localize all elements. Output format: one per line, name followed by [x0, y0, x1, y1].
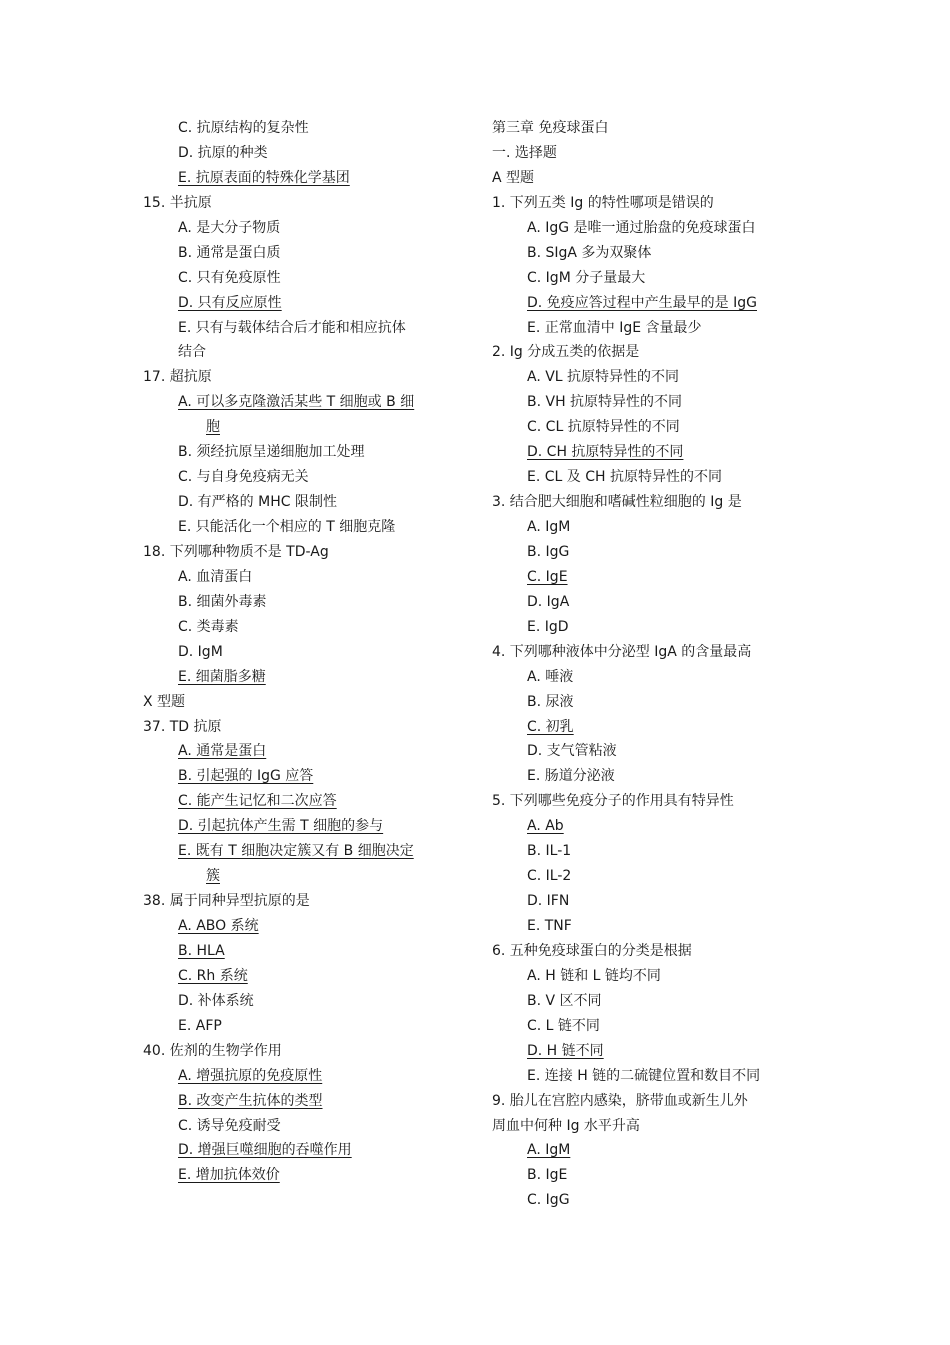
option-line — [492, 440, 822, 465]
option-line — [143, 116, 473, 141]
line-text: A. H 链和 L 链均不同 — [527, 967, 661, 984]
option-line — [143, 814, 473, 839]
question-line — [143, 889, 473, 914]
option-line — [492, 964, 822, 989]
option-line — [492, 540, 822, 565]
line-text: B. 须经抗原呈递细胞加工处理 — [178, 444, 365, 461]
line-text: C. Rh 系统 — [178, 967, 248, 984]
line-text: E. 细菌脂多糖 — [178, 668, 266, 685]
line-text: 6. 五种免疫球蛋白的分类是根据 — [492, 942, 692, 959]
question-line — [143, 191, 473, 216]
line-text: E. 只有与载体结合后才能和相应抗体 — [178, 319, 406, 336]
option-line — [492, 665, 822, 690]
continuation-line — [143, 864, 473, 889]
right-column — [492, 116, 822, 1213]
option-line — [143, 1064, 473, 1089]
line-text: D. 增强巨噬细胞的吞噬作用 — [178, 1142, 352, 1159]
option-line — [143, 166, 473, 191]
line-text: 1. 下列五类 Ig 的特性哪项是错误的 — [492, 194, 714, 211]
line-text: E. 抗原表面的特殊化学基团 — [178, 169, 350, 186]
option-line — [143, 1163, 473, 1188]
option-line — [143, 914, 473, 939]
option-line — [492, 1064, 822, 1089]
option-line — [143, 465, 473, 490]
option-line — [143, 939, 473, 964]
line-text: 40. 佐剂的生物学作用 — [143, 1042, 282, 1059]
line-text: E. CL 及 CH 抗原特异性的不同 — [527, 469, 722, 486]
question-line — [492, 789, 822, 814]
continuation-line — [143, 340, 473, 365]
option-line — [492, 515, 822, 540]
question-line — [492, 340, 822, 365]
line-text: A. 血清蛋白 — [178, 568, 253, 585]
option-line — [492, 914, 822, 939]
option-line — [492, 889, 822, 914]
option-line — [492, 266, 822, 291]
line-text: D. CH 抗原特异性的不同 — [527, 444, 684, 461]
option-line — [492, 839, 822, 864]
option-line — [492, 715, 822, 740]
line-text: B. V 区不同 — [527, 992, 602, 1009]
question-line — [492, 640, 822, 665]
option-line — [492, 764, 822, 789]
line-text: A. Ab — [527, 818, 564, 835]
option-line — [143, 764, 473, 789]
option-line — [492, 864, 822, 889]
question-line — [143, 540, 473, 565]
option-line — [492, 1039, 822, 1064]
line-text: C. 诱导免疫耐受 — [178, 1117, 281, 1134]
option-line — [143, 316, 473, 341]
option-line — [492, 1014, 822, 1039]
option-line — [143, 640, 473, 665]
line-text: D. IgA — [527, 593, 570, 610]
line-text: A. IgM — [527, 519, 571, 535]
line-text: E. 增加抗体效价 — [178, 1167, 280, 1184]
line-text: B. 引起强的 IgG 应答 — [178, 768, 314, 785]
line-text: 周血中何种 Ig 水平升高 — [492, 1117, 640, 1134]
line-text: D. IFN — [527, 893, 570, 910]
option-line — [492, 1163, 822, 1188]
option-line — [492, 690, 822, 715]
line-text: B. IgE — [527, 1167, 568, 1184]
option-line — [143, 1089, 473, 1114]
option-line — [143, 216, 473, 241]
question-line — [492, 490, 822, 515]
line-text: C. 抗原结构的复杂性 — [178, 120, 309, 136]
line-text: 第三章 免疫球蛋白 — [492, 120, 609, 136]
line-text: A. 增强抗原的免疫原性 — [178, 1067, 323, 1084]
line-text: D. 支气管粘液 — [527, 743, 617, 760]
option-line — [143, 665, 473, 690]
line-text: 17. 超抗原 — [143, 369, 212, 386]
option-line — [492, 739, 822, 764]
option-line — [143, 565, 473, 590]
option-line — [492, 316, 822, 341]
line-text: 4. 下列哪种液体中分泌型 IgA 的含量最高 — [492, 643, 752, 660]
line-text: E. 连接 H 链的二硫键位置和数目不同 — [527, 1067, 761, 1084]
line-text: B. 尿液 — [527, 693, 574, 710]
line-text: 18. 下列哪种物质不是 TD-Ag — [143, 543, 329, 560]
question-line — [143, 690, 473, 715]
line-text: C. 能产生记忆和二次应答 — [178, 793, 337, 810]
option-line — [143, 490, 473, 515]
line-text: D. IgM — [178, 643, 223, 660]
option-line — [143, 440, 473, 465]
option-line — [143, 789, 473, 814]
question-line — [143, 1039, 473, 1064]
line-text: B. HLA — [178, 942, 225, 959]
line-text: 5. 下列哪些免疫分子的作用具有特异性 — [492, 793, 734, 810]
line-text: C. 与自身免疫病无关 — [178, 469, 309, 486]
line-text: B. IL-1 — [527, 843, 572, 860]
question-line — [492, 1089, 822, 1114]
line-text: C. L 链不同 — [527, 1017, 600, 1034]
continuation-line — [143, 415, 473, 440]
option-line — [143, 964, 473, 989]
option-line — [143, 989, 473, 1014]
line-text: C. IgM 分子量最大 — [527, 269, 646, 286]
line-text: A 型题 — [492, 169, 535, 186]
line-text: A. IgM — [527, 1142, 571, 1159]
question-line — [492, 939, 822, 964]
line-text: B. VH 抗原特异性的不同 — [527, 394, 683, 411]
line-text: E. 肠道分泌液 — [527, 768, 615, 785]
question-line — [492, 1114, 822, 1139]
line-text: E. TNF — [527, 918, 572, 934]
option-line — [492, 565, 822, 590]
option-line — [492, 465, 822, 490]
option-line — [492, 415, 822, 440]
option-line — [143, 1114, 473, 1139]
line-text: A. 可以多克隆激活某些 T 细胞或 B 细 — [178, 394, 415, 411]
line-text: A. 唾液 — [527, 668, 574, 685]
option-line — [143, 390, 473, 415]
line-text: C. IgG — [527, 1192, 570, 1209]
option-line — [492, 989, 822, 1014]
line-text: E. IgD — [527, 618, 569, 635]
line-text: B. SIgA 多为双聚体 — [527, 244, 652, 261]
option-line — [143, 839, 473, 864]
option-line — [143, 266, 473, 291]
line-text: 结合 — [178, 344, 206, 361]
line-text: D. 有严格的 MHC 限制性 — [178, 494, 337, 511]
option-line — [492, 365, 822, 390]
line-text: B. 通常是蛋白质 — [178, 244, 281, 261]
question-line — [492, 141, 822, 166]
left-column — [143, 116, 473, 1188]
option-line — [143, 1138, 473, 1163]
line-text: E. AFP — [178, 1017, 222, 1034]
option-line — [492, 291, 822, 316]
line-text: C. IgE — [527, 568, 568, 585]
line-text: 胞 — [206, 419, 220, 436]
line-text: B. 改变产生抗体的类型 — [178, 1092, 323, 1109]
line-text: D. 免疫应答过程中产生最早的是 IgG — [527, 294, 757, 311]
option-line — [143, 241, 473, 266]
question-line — [492, 191, 822, 216]
line-text: 15. 半抗原 — [143, 194, 212, 211]
line-text: A. IgG 是唯一通过胎盘的免疫球蛋白 — [527, 219, 756, 236]
line-text: C. IL-2 — [527, 868, 572, 885]
question-line — [492, 166, 822, 191]
line-text: C. CL 抗原特异性的不同 — [527, 419, 680, 436]
line-text: E. 正常血清中 IgE 含量最少 — [527, 319, 702, 336]
line-text: 9. 胎儿在宫腔内感染，脐带血或新生儿外 — [492, 1092, 748, 1109]
line-text: C. 初乳 — [527, 718, 574, 735]
line-text: C. 类毒素 — [178, 618, 239, 635]
option-line — [143, 590, 473, 615]
line-text: A. VL 抗原特异性的不同 — [527, 369, 680, 386]
line-text: 一. 选择题 — [492, 144, 557, 161]
line-text: 38. 属于同种异型抗原的是 — [143, 893, 310, 910]
option-line — [143, 739, 473, 764]
line-text: 3. 结合肥大细胞和嗜碱性粒细胞的 Ig 是 — [492, 494, 742, 511]
line-text: C. 只有免疫原性 — [178, 269, 281, 286]
option-line — [492, 390, 822, 415]
line-text: D. H 链不同 — [527, 1042, 604, 1059]
line-text: D. 只有反应原性 — [178, 294, 282, 311]
option-line — [492, 814, 822, 839]
option-line — [492, 1138, 822, 1163]
line-text: B. 细菌外毒素 — [178, 593, 267, 610]
option-line — [492, 590, 822, 615]
option-line — [143, 141, 473, 166]
line-text: X 型题 — [143, 693, 186, 710]
option-line — [492, 1188, 822, 1213]
line-text: A. 是大分子物质 — [178, 219, 281, 236]
option-line — [492, 241, 822, 266]
option-line — [492, 615, 822, 640]
line-text: D. 引起抗体产生需 T 细胞的参与 — [178, 818, 384, 835]
option-line — [492, 216, 822, 241]
line-text: A. 通常是蛋白 — [178, 743, 267, 760]
option-line — [143, 615, 473, 640]
line-text: E. 只能活化一个相应的 T 细胞克隆 — [178, 519, 396, 535]
option-line — [143, 515, 473, 540]
line-text: D. 抗原的种类 — [178, 144, 268, 161]
line-text: 簇 — [206, 868, 220, 885]
line-text: 2. Ig 分成五类的依据是 — [492, 344, 640, 361]
line-text: E. 既有 T 细胞决定簇又有 B 细胞决定 — [178, 843, 414, 860]
question-line — [143, 715, 473, 740]
line-text: 37. TD 抗原 — [143, 718, 222, 735]
question-line — [143, 365, 473, 390]
line-text: D. 补体系统 — [178, 992, 254, 1009]
line-text: A. ABO 系统 — [178, 918, 259, 934]
option-line — [143, 291, 473, 316]
option-line — [143, 1014, 473, 1039]
question-line — [492, 116, 822, 141]
line-text: B. IgG — [527, 543, 570, 560]
